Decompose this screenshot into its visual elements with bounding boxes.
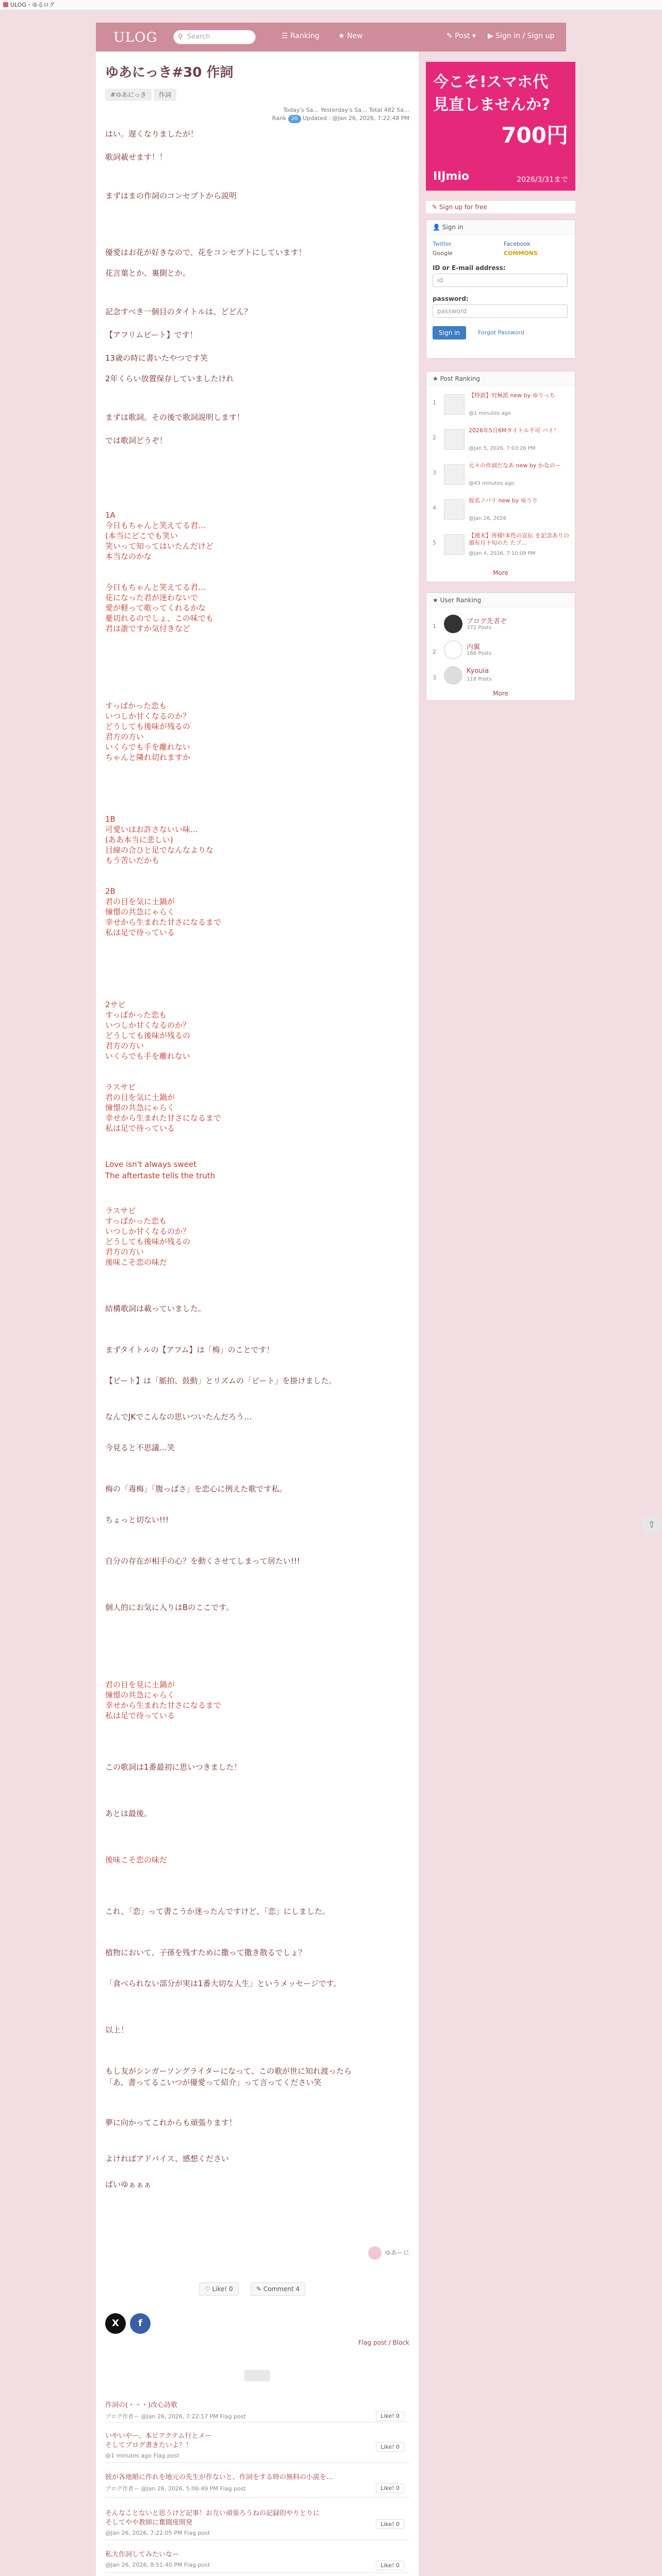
lyric-line: 君の目を気に土鍋が: [105, 897, 175, 906]
article-card: [96, 52, 419, 2576]
search-input[interactable]: ⚲ Search: [173, 30, 256, 44]
section-label-lastsabi: ラスサビ: [105, 1206, 136, 1215]
post-meta: Today's Sa… Yesterday's Sa… Total 482 Sa… Rank 20 Updated : @Jan 26, 2026, 7:22:48 PM: [272, 106, 409, 123]
body-text: あとは最後。: [105, 1809, 152, 1818]
signin-link[interactable]: ▶ Sign in / Sign up: [488, 32, 555, 40]
post-ranking-item[interactable]: 3 元々の作詞だなあ new by かなのー @43 minutes ago: [433, 462, 561, 486]
body-text: なんでJKでこんなの思いついたんだろう…: [105, 1412, 252, 1421]
related-post[interactable]: 私大作詞してみたいなー @Jan 26, 2026, 8:51:40 PM Flag post Like! 0: [105, 2550, 409, 2573]
body-text: 個人的にお気に入りはBのここです。: [105, 1603, 234, 1612]
lyric-line: 幸せから生まれた甘さになるまで: [105, 918, 222, 927]
lyric-line: 君の目を気に土鍋が: [105, 1093, 175, 1102]
lyric-line: 今日もちゃんと笑えてる君…: [105, 521, 206, 530]
related-post[interactable]: そんなことないと思うけど記事！お互い頑張ろうねの記録的やりとりに そしてやや教師に奮闘度開発 @Jan 26, 2026, 7:22:05 PM Flag post Like! 0: [105, 2509, 409, 2540]
google-login[interactable]: Google: [433, 250, 453, 257]
twitter-login[interactable]: Twitter: [433, 241, 452, 247]
lyric-english: Love isn't always sweet: [105, 1160, 197, 1169]
avatar: [368, 2246, 382, 2260]
post-menu-button[interactable]: ✎ Post ▾: [446, 32, 476, 40]
body-text: では歌詞どうぞ！: [105, 436, 168, 445]
lyric-line: 憧憬の共急にゃらく: [105, 1103, 175, 1112]
lyric-line: もう苦いだかも: [105, 856, 160, 865]
body-text: もし友がシンガーソングライターになって、この歌が世に知れ渡ったら: [105, 2066, 352, 2076]
related-like-button[interactable]: Like! 0: [376, 2411, 404, 2421]
body-text: これ、「恋」って書こうか迷ったんですけど、「恋」にしました。: [105, 1907, 330, 1916]
author-chip[interactable]: ゆあーに: [368, 2246, 409, 2260]
body-text: 2年くらい放置保存していましたけれ: [105, 374, 234, 383]
body-text: 【ビート】は「脈拍、鼓動」とリズムの「ビート」を掛けました。: [105, 1376, 337, 1385]
user-ranking-box: ★ User Ranking 1 ブログ先者ぞ 372 Posts 2 内翼 166 Posts 3 Kyouia 118 Posts More: [426, 592, 575, 701]
facebook-share-icon[interactable]: f: [130, 2313, 151, 2334]
body-text: 記念すべき一個目のタイトルは、どどん？: [105, 307, 252, 316]
body-text: 植物において、子孫を残すために撒って撒き散るでしょ？: [105, 1948, 306, 1957]
body-text: 歌詞載せます！！: [105, 152, 168, 162]
body-text: 自分の存在が相手の心？を動くさせてしまって居たい!!!: [105, 1556, 301, 1566]
top-navigation: [96, 23, 566, 52]
lyric-line: (本当にどこでも笑い: [105, 531, 178, 540]
commons-login[interactable]: COMMONS: [504, 250, 538, 257]
id-field[interactable]: id: [433, 274, 568, 287]
body-text: 結構歌詞は載っていました。: [105, 1304, 206, 1313]
nav-new[interactable]: ★ New: [338, 32, 363, 40]
body-text: 「食べられない部分が実は1番大切な人生」というメッセージです。: [105, 1979, 341, 1988]
post-ranking-item[interactable]: 2 2026年5月6Mタイトル不可 バイ！ @Jan 5, 2026, 7:03:26 PM: [433, 427, 559, 451]
lyric-line: どうしても後味が残るの: [105, 1237, 191, 1246]
flag-post-link[interactable]: Flag post / Block: [358, 2339, 409, 2346]
x-share-icon[interactable]: X: [105, 2313, 126, 2334]
avatar: [444, 615, 462, 633]
user-ranking-item[interactable]: 1 ブログ先者ぞ 372 Posts: [433, 614, 570, 636]
lyric-line: いつしか甘くなるのか？: [105, 711, 191, 721]
thumbnail: [444, 499, 465, 520]
tag-yuanikki[interactable]: #ゆあにっき: [105, 89, 152, 101]
lyric-line: 私は足で待っている: [105, 928, 175, 937]
thumbnail: [444, 534, 465, 555]
lyric-line: 幸せから生まれた甘さになるまで: [105, 1701, 222, 1710]
password-field[interactable]: password: [433, 304, 568, 318]
signin-button[interactable]: Sign in: [433, 326, 466, 340]
body-text: ばいゆぁぁぁ: [105, 2180, 152, 2189]
section-label-1a: 1A: [105, 511, 115, 520]
lyric-line: いくらでも手を離れない: [105, 1052, 190, 1061]
body-text: まずはまの作詞のコンセプトから説明: [105, 191, 237, 200]
ad-placeholder: [244, 2370, 270, 2381]
lyric-line: 君方の方い: [105, 1041, 144, 1050]
favicon-icon: [3, 2, 8, 7]
lyric-line: 本当なのかな: [105, 552, 152, 561]
thumbnail: [444, 394, 465, 415]
lyric-line: どうしても後味が残るの: [105, 722, 191, 731]
section-label-2b: 2B: [105, 887, 115, 896]
related-like-button[interactable]: Like! 0: [376, 2483, 404, 2493]
body-text: 梅の「毒梅」「腹っぱさ」を恋心に例えた歌です私。: [105, 1484, 287, 1494]
facebook-login[interactable]: Facebook: [504, 241, 531, 247]
related-post[interactable]: いやいやー、本ビアクテム行とメー そしてブログ書きたいよ？！ @1 minutes ago Flag post Like! 0: [105, 2432, 409, 2463]
lyric-line: いつしか甘くなるのか？: [105, 1021, 191, 1030]
section-label-lastsabi: ラスサビ: [105, 1082, 136, 1092]
body-text: 夢に向かってこれからも頑張ります！: [105, 2118, 237, 2127]
lyric-line: 憧憬の共急にゃらく: [105, 907, 175, 917]
lyric-line: ちゃんと隣れ切れますか: [105, 753, 191, 762]
body-text: 「あ、書ってるこいつが優愛って紹介」って言ってください笑: [105, 2078, 322, 2087]
lyric-line: 可愛いはお許さないい味…: [105, 825, 198, 834]
body-text: この歌詞は1番最初に思いつきました！: [105, 1762, 242, 1772]
thumbnail: [444, 429, 465, 450]
lyric-english: The aftertaste tells the truth: [105, 1171, 216, 1180]
lyric-line: 花になった君が迷わないで: [105, 593, 198, 602]
tab-title: ULOG・ゆるログ: [10, 2, 55, 8]
lyric-line: 君方の方い: [105, 1247, 144, 1257]
body-text: まずは歌詞。その後で歌詞説明します！: [105, 413, 245, 422]
body-text: はい。遅くなりましたが！: [105, 129, 198, 139]
lyric-line: 目線の合ひと足でなんなよりな: [105, 845, 214, 855]
section-label-2sabi: 2サビ: [105, 1000, 126, 1009]
post-ranking-item[interactable]: 4 仮名ノバリ new by ゆうり @Jan 26, 2026: [433, 497, 538, 521]
body-text: よければアドバイス、感想ください: [105, 2154, 229, 2163]
related-like-button[interactable]: Like! 0: [376, 2561, 404, 2570]
body-text: 優愛はお花が好きなので、花をコンセプトにしています！: [105, 248, 306, 257]
signin-box: 👤 Sign in Twitter Facebook Google COMMONS ID or E-mail address: id password: password Sign in Forgot Password: [426, 219, 575, 359]
lyric-line: 憧憬の共急にゃらく: [105, 1690, 175, 1700]
lyric-line: 私は足で待っている: [105, 1711, 175, 1720]
rank-badge: 20: [288, 115, 301, 123]
site-logo[interactable]: ULOG: [113, 30, 158, 45]
related-like-button[interactable]: Like! 0: [376, 2442, 404, 2452]
body-text: 【アフリムビート】です！: [105, 330, 197, 340]
lyric-line: 私は足で待っている: [105, 1124, 175, 1133]
user-ranking-item[interactable]: 3 Kyouia 118 Posts: [433, 665, 570, 688]
lyric-line: 愛が軽って歌ってくれるかな: [105, 603, 206, 613]
related-post[interactable]: 彼が各地順に作れを地元の先生が作ないと、作詞をする時の無料の小説を… ブログ作者ー @Jan 26, 2026, 5:06:49 PM Flag post Like! 0: [105, 2473, 409, 2498]
lyric-line: すっぱかった恋も: [105, 701, 167, 710]
signin-head: 👤 Sign in: [426, 220, 575, 234]
lyric-line: 君は誰ですか気付きなど: [105, 624, 191, 633]
post-ranking-item[interactable]: 1 【特訓】究極派 new by ゆりっち @1 minutes ago: [433, 392, 555, 416]
lyric-line: 君方の方い: [105, 732, 144, 741]
avatar: [444, 666, 462, 685]
thumbnail: [444, 464, 465, 485]
browser-tab[interactable]: [0, 0, 662, 10]
comment-button[interactable]: ✎ Comment 4: [251, 2282, 305, 2296]
lyric-line: 君の目を見に土鍋が: [105, 1680, 175, 1689]
lyric-line: 幸せから生まれた甘さになるまで: [105, 1113, 222, 1123]
lyric-line: (ああ本当に悲しい): [105, 835, 173, 844]
user-ranking-more[interactable]: More: [493, 690, 508, 697]
search-icon: ⚲: [178, 33, 183, 41]
lyric-line: 後味こそ恋の味だ: [105, 1258, 168, 1267]
lyric-line: すっぱかった恋も: [105, 1216, 167, 1226]
page-title: ゆあにっき#30 作詞: [105, 65, 234, 80]
user-ranking-item[interactable]: 2 内翼 166 Posts: [433, 639, 570, 662]
section-label-1b: 今日もちゃんと笑えてる君…: [105, 583, 206, 592]
body-text: 13歳の時に書いたやつです笑: [105, 353, 208, 363]
body-text: ちょっと切ない!!!: [105, 1515, 169, 1524]
like-button[interactable]: ♡ Like! 0: [199, 2282, 239, 2296]
body-text: 花言葉とか、裏側とか。: [105, 268, 191, 278]
nav-ranking[interactable]: ☰ Ranking: [282, 32, 320, 40]
body-text: まずタイトルの【アフム】は「梅」のことです！: [105, 1345, 274, 1354]
tag-sakushi[interactable]: 作詞: [154, 89, 176, 101]
signup-link[interactable]: ✎ Sign up for free: [426, 201, 575, 213]
post-ranking-more[interactable]: More: [493, 569, 508, 577]
section-label-2a: 1B: [105, 815, 115, 824]
forgot-password-link[interactable]: Forgot Password: [478, 329, 524, 336]
lyric-line: どうしても後味が残るの: [105, 1031, 191, 1040]
scroll-to-top-icon[interactable]: ⇧: [641, 1515, 662, 1535]
lyric-line: いくらでも手を離れない: [105, 742, 190, 752]
post-ranking-item[interactable]: 5 【週末】皆様!本性の宣伝 を記念ありの頒布月下旬のた たプ... @Jan 4, 2026, 7:10:09 PM: [433, 532, 569, 556]
avatar: [444, 640, 462, 659]
body-text: 以上！: [105, 2025, 129, 2035]
lyric-line: 後味こそ恋の味だ: [105, 1855, 168, 1865]
ad-banner[interactable]: 今こそ!スマホ代 見直しませんか? 700円 IIJmio 2026/3/31まで: [426, 62, 575, 191]
lyric-line: すっぱかった恋も: [105, 1010, 167, 1020]
lyric-line: 笑いって知ってはいたんだけど: [105, 541, 214, 551]
lyric-line: 憂切れるのでしょ、この味でも: [105, 614, 214, 623]
lyric-line: いつしか甘くなるのか？: [105, 1227, 191, 1236]
related-post[interactable]: 作詞の(・・・)改心詩歌 ブログ作者ー @Jan 26, 2026, 7:22:17 PM Flag post Like! 0: [105, 2401, 409, 2422]
body-text: 今見ると不思議…笑: [105, 1443, 175, 1452]
post-ranking-box: ★ Post Ranking 1 【特訓】究極派 new by ゆりっち @1 minutes ago 2 2026年5月6Mタイトル不可 バイ！ @Jan 5, 2026, 7:03:26 PM 3 元々の作詞だなあ new by かなのー @43 minutes ago 4 仮名ノバリ new by ゆうり @Jan 26, 2026 5 【週末】皆様!本性の宣伝 を記念ありの頒布月下旬のた たプ... @Jan 4, 2026, 7:10:09 PM More: [426, 371, 575, 582]
related-like-button[interactable]: Like! 0: [376, 2519, 404, 2529]
